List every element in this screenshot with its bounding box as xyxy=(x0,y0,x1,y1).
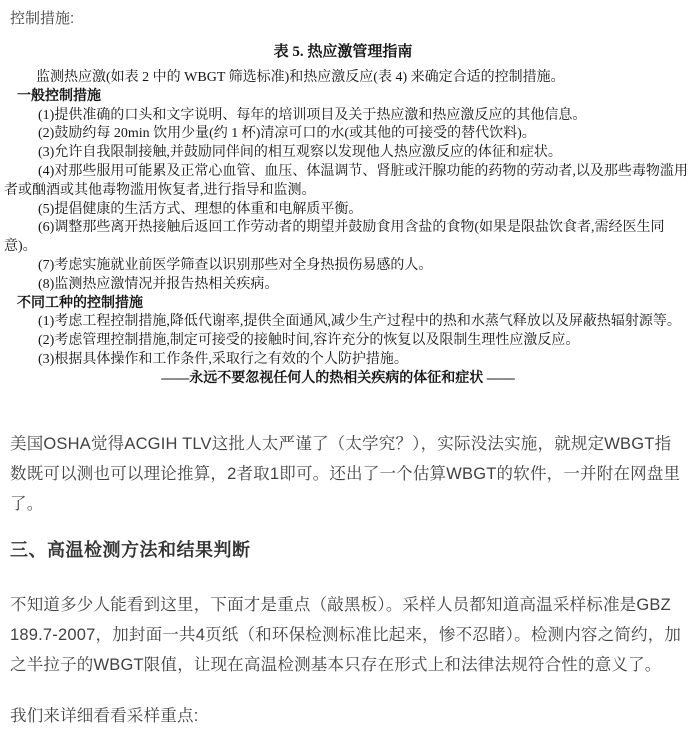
scanned-table-image xyxy=(2,43,694,389)
table-item: (5)提倡健康的生活方式、理想的体重和电解质平衡。 xyxy=(38,201,363,217)
table-intro: 监测热应激(如表 2 中的 WBGT 筛选标准)和热应激反应(表 4) 来确定合适的控制措施。 xyxy=(36,70,565,85)
table-item: (3)允许自我限制接触,并鼓励同伴间的相互观察以发现他人热应激反应的体征和症状。 xyxy=(38,145,562,161)
control-measures-label: 控制措施: xyxy=(10,10,75,27)
table-item: (4)对那些服用可能累及正常心血管、血压、体温调节、肾脏或汗腺功能的药物的劳动者,以及那些毒物滥用者或酗酒或其他毒物滥用恢复者,进行指导和监测。 xyxy=(4,163,688,198)
table-footer-warning: ——永远不要忽视任何人的热相关疾病的体征和症状 —— xyxy=(161,370,515,386)
section-heading-detection-methods: 三、高温检测方法和结果判断 xyxy=(10,539,251,560)
table-item: (1)考虑工程控制措施,降低代谢率,提供全面通风,减少生产过程中的热和水蒸气释放以及屏蔽热辐射源等。 xyxy=(38,314,681,330)
table-item: (1)提供准确的口头和文字说明、每年的培训项目及关于热应激和热应激反应的其他信息。 xyxy=(38,107,587,123)
table-section-heading-general: 一般控制措施 xyxy=(17,88,101,104)
table-item: (3)根据具体操作和工作条件,采取行之有效的个人防护措施。 xyxy=(38,351,408,367)
table-item: (6)调整那些离开热接触后返回工作劳动者的期望并鼓励食用含盐的食物(如果是限盐饮食者,需经医生同意)。 xyxy=(4,220,665,255)
paragraph-sampling-outro: 我们来详细看看采样重点: xyxy=(10,706,199,725)
table-title: 表 5. 热应激管理指南 xyxy=(273,44,413,60)
table-item: (8)监测热应激情况并报告热相关疾病。 xyxy=(38,276,279,292)
table-item: (2)鼓励约每 20min 饮用少量(约 1 杯)清凉可口的水(或其他的可接受的替代饮料)。 xyxy=(38,126,536,142)
table-section-heading-jobtypes: 不同工种的控制措施 xyxy=(17,295,143,311)
paragraph-osha-wbgt: 美国OSHA觉得ACGIH TLV这批人太严谨了（太学究？），实际没法实施，就规定WBGT指数既可以测也可以理论推算，2者取1即可。还出了一个估算WBGT的软件，一并附在网盘里了。 xyxy=(10,434,681,513)
paragraph-gbz-standard: 不知道多少人能看到这里，下面才是重点（敲黑板）。采样人员都知道高温采样标准是GBZ 189.7-2007，加封面一共4页纸（和环保检测标准比起来，惨不忍睹）。检测内容之简约，加之半拉子的WBGT限值，让现在高温检测基本只存在形式上和法律法规符合性的意义了。 xyxy=(10,595,682,674)
table-item: (7)考虑实施就业前医学筛查以识别那些对全身热损伤易感的人。 xyxy=(38,257,433,273)
table-item: (2)考虑管理控制措施,制定可接受的接触时间,容许充分的恢复以及限制生理性应激反应。 xyxy=(38,333,580,349)
